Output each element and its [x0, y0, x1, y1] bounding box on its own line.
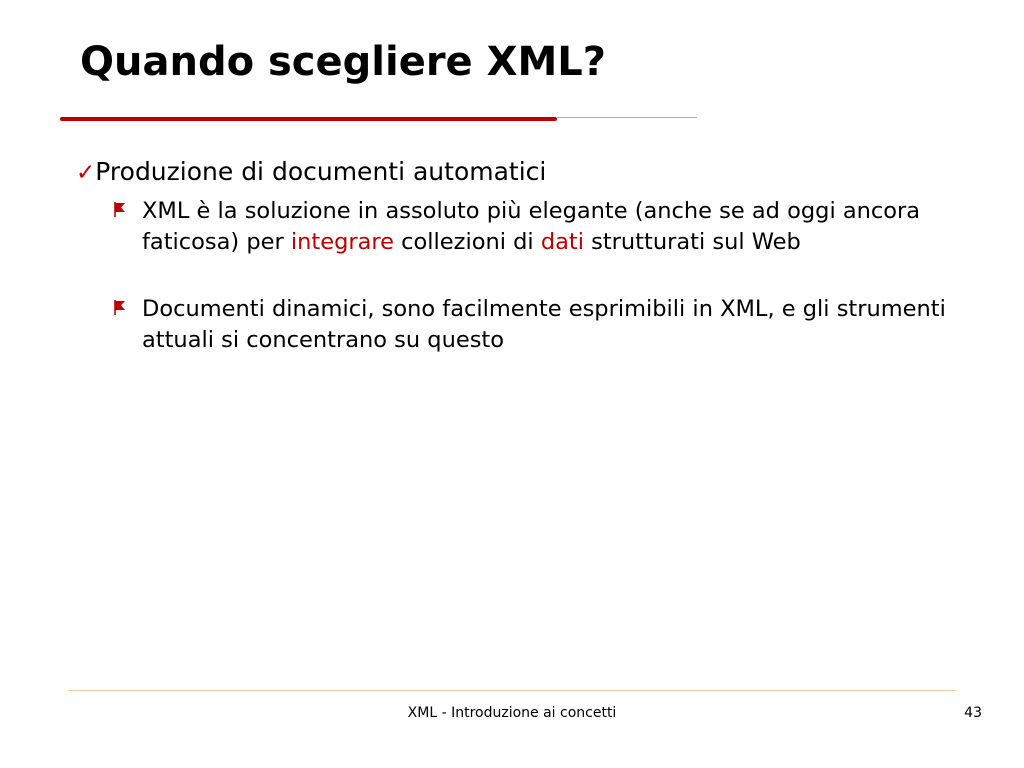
check-icon: ✓ — [76, 160, 96, 186]
bullet-level1 — [76, 154, 546, 191]
text-segment: strutturati sul Web — [583, 229, 801, 255]
slide-title: Quando scegliere XML? — [80, 39, 606, 85]
text-segment: XML è la soluzione in assoluto più elegante (anche se ad oggi ancora faticosa) per — [142, 198, 921, 255]
highlight-dati: dati — [540, 229, 584, 255]
title-underline-thin — [557, 117, 697, 118]
highlight-integrare: integrare — [290, 229, 394, 255]
bullet-text: Produzione di documenti automatici — [95, 157, 547, 186]
title-underline-thick — [60, 117, 557, 121]
page-number: 43 — [964, 705, 982, 721]
footer-divider — [68, 690, 956, 691]
flag-icon — [112, 298, 130, 316]
flag-icon — [112, 200, 130, 218]
bullet-level2 — [112, 196, 992, 258]
footer-title: XML - Introduzione ai concetti — [407, 705, 617, 721]
bullet-text — [142, 196, 992, 258]
bullet-level2 — [112, 294, 992, 356]
text-segment: collezioni di — [394, 229, 541, 255]
bullet-text: Documenti dinamici, sono facilmente esprimibili in XML, e gli strumenti attuali si concentrano su questo — [142, 296, 946, 353]
